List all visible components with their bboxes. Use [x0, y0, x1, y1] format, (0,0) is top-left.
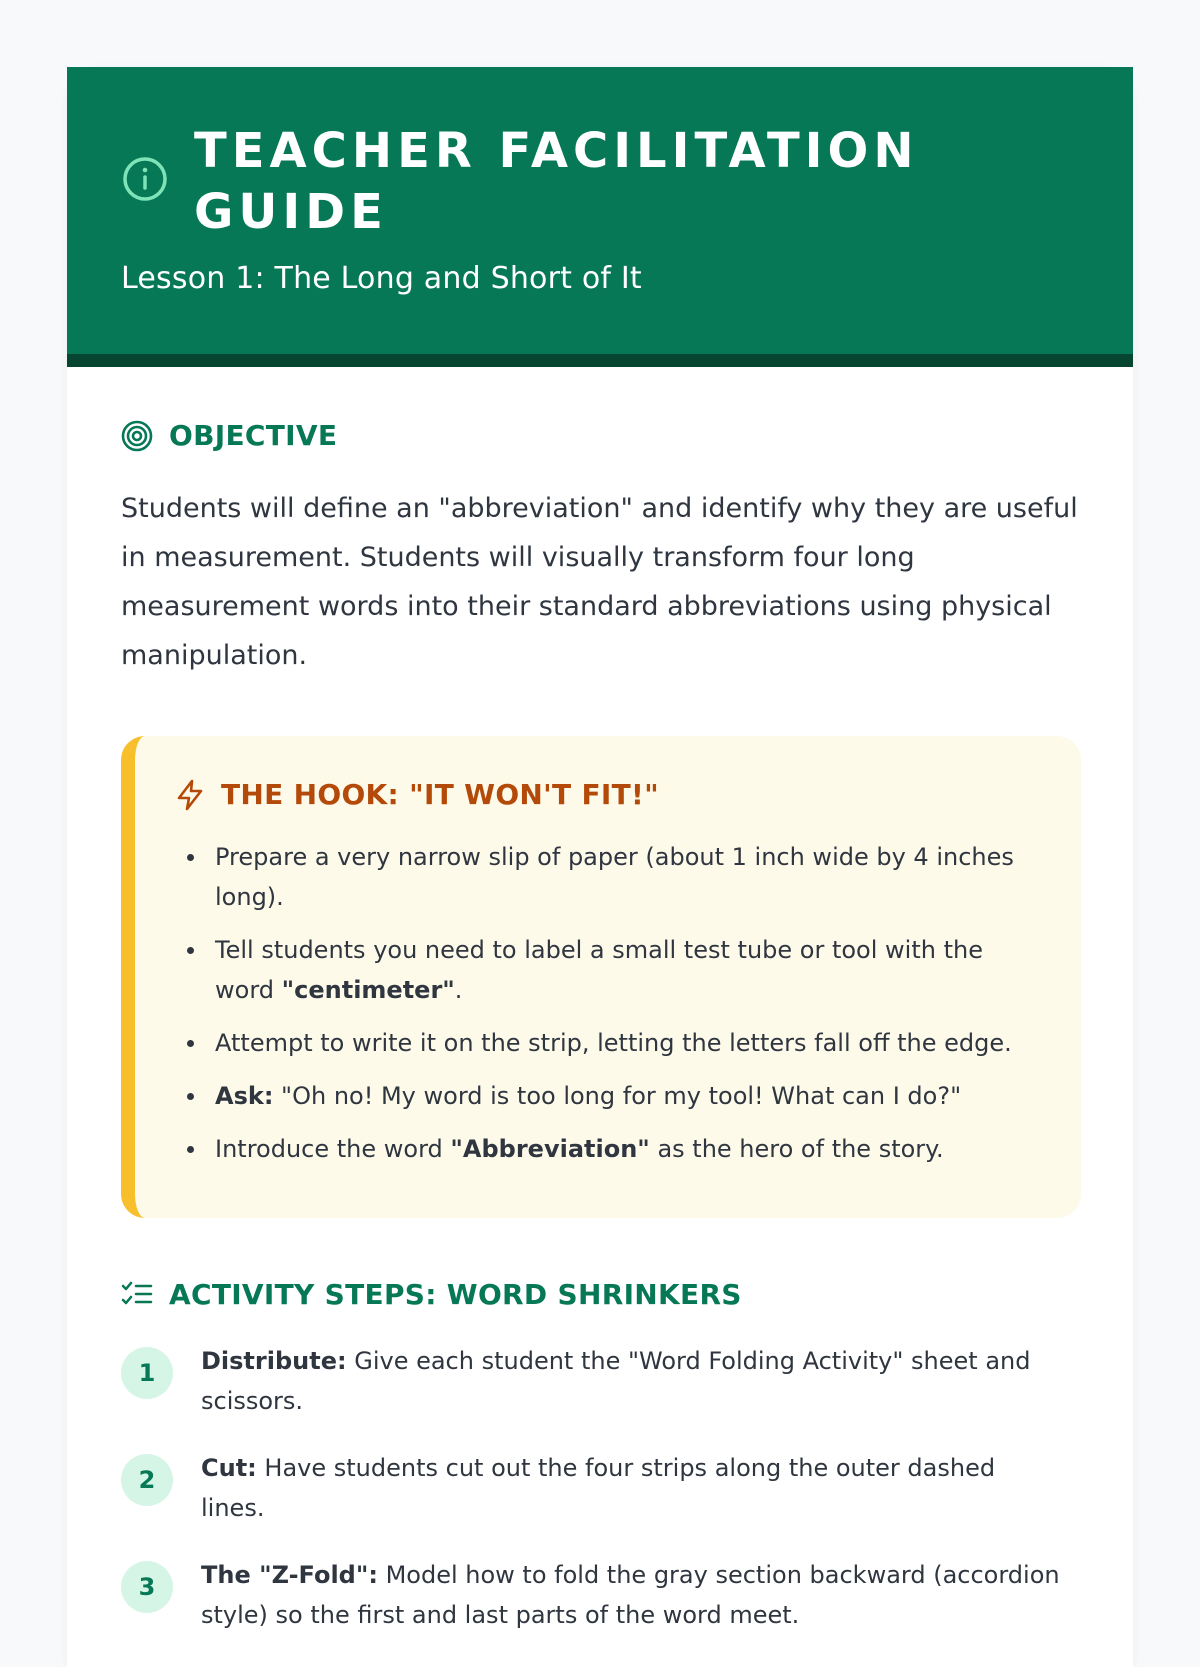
hook-item: Ask: "Oh no! My word is too long for my tool! What can I do?": [175, 1076, 1041, 1116]
objective-text: Students will define an "abbreviation" and identify why they are useful in measurement. Students will visually transform four long measurement words into their standard abbreviations using physical manipulation.: [121, 493, 1078, 671]
step-number-badge: 3: [121, 1561, 173, 1613]
step-number-badge: 2: [121, 1454, 173, 1506]
step-text: Distribute: Give each student the "Word Folding Activity" sheet and scissors.: [201, 1347, 1031, 1415]
hook-item: Introduce the word "Abbreviation" as the hero of the story.: [175, 1129, 1041, 1169]
guide-card: [67, 67, 1133, 1667]
step-list: [121, 1341, 1079, 1635]
step-text: Cut: Have students cut out the four strips along the outer dashed lines.: [201, 1454, 996, 1522]
step-item: [121, 1448, 1079, 1528]
guide-content: [67, 367, 1133, 1635]
activity-section: [121, 1278, 1079, 1635]
step-text: The "Z-Fold": Model how to fold the gray section backward (accordion style) so the first and last parts of the word meet.: [201, 1561, 1060, 1629]
hook-list: [175, 837, 1041, 1169]
guide-header: [67, 67, 1133, 367]
lightning-icon: [175, 779, 205, 811]
hook-callout: [121, 736, 1081, 1218]
objective-heading: [121, 419, 1079, 452]
hook-item: Prepare a very narrow slip of paper (about 1 inch wide by 4 inches long).: [175, 837, 1041, 917]
target-icon: [121, 420, 153, 452]
lesson-subtitle: Lesson 1: The Long and Short of It: [121, 261, 642, 296]
page-title: TEACHER FACILITATION GUIDE: [194, 123, 919, 240]
hook-item: Tell students you need to label a small test tube or tool with the word "centimeter".: [175, 930, 1041, 1010]
activity-title: ACTIVITY STEPS: WORD SHRINKERS: [169, 1278, 742, 1311]
activity-heading: [121, 1278, 1079, 1311]
hook-item: Attempt to write it on the strip, letting the letters fall off the edge.: [175, 1023, 1041, 1063]
objective-section: [121, 419, 1079, 680]
hook-title: THE HOOK: "IT WON'T FIT!": [221, 778, 659, 811]
checklist-icon: [121, 1280, 153, 1310]
step-item: [121, 1341, 1079, 1421]
objective-title: OBJECTIVE: [169, 419, 338, 452]
title-row: [121, 121, 1083, 243]
step-item: [121, 1555, 1079, 1635]
hook-heading: [175, 778, 1041, 811]
step-number-badge: 1: [121, 1347, 173, 1399]
info-icon: [121, 155, 169, 203]
